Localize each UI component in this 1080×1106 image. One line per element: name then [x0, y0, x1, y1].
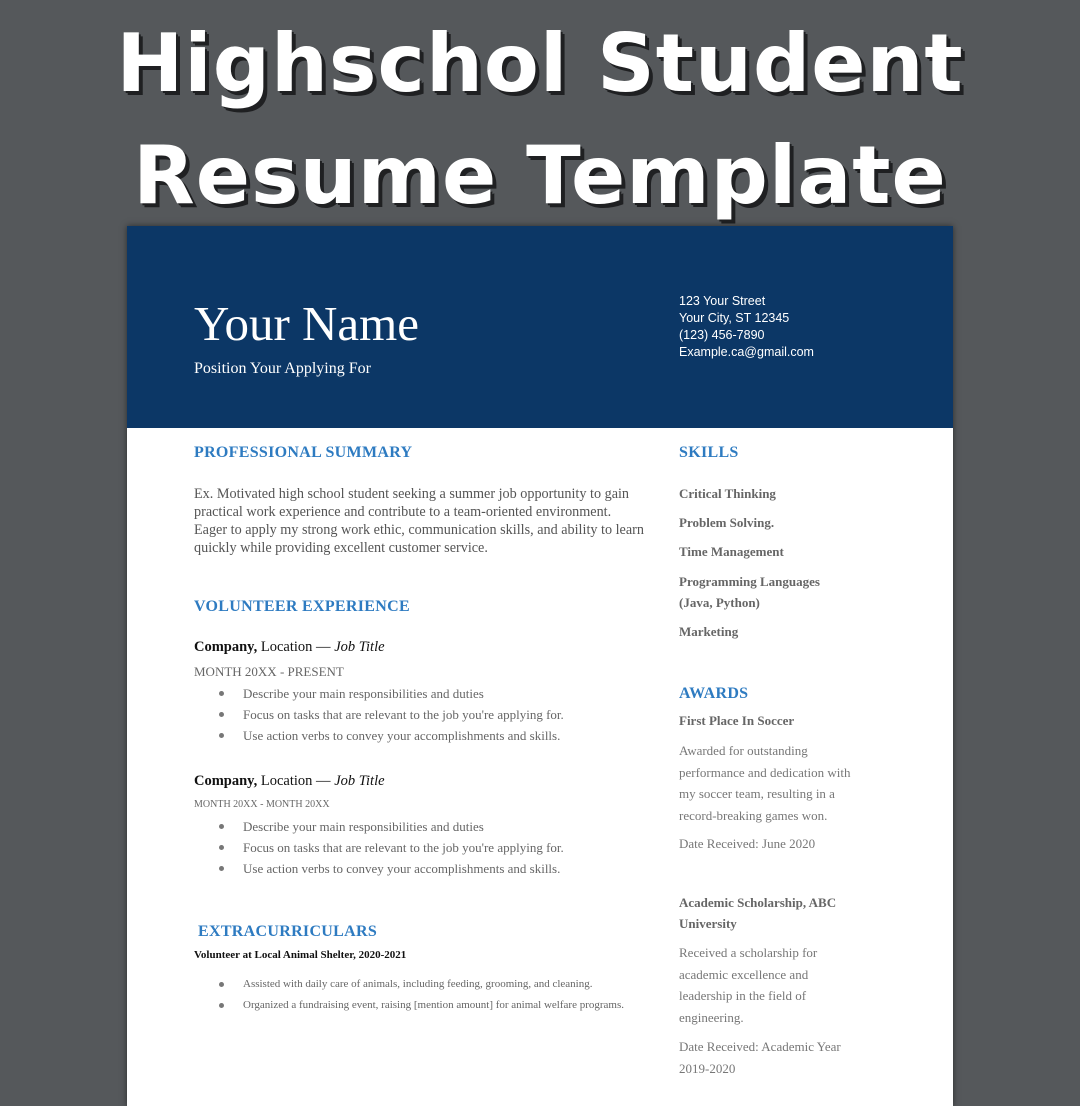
promo-title-line-2: Resume Template [133, 129, 947, 222]
skill-item: Problem Solving. [679, 515, 775, 530]
bullet-icon [219, 1003, 224, 1008]
skill-item: Time Management [679, 544, 784, 559]
list-item: Focus on tasks that are relevant to the job you're applying for. [194, 837, 564, 858]
list-item: Assisted with daily care of animals, including feeding, grooming, and cleaning. [194, 974, 644, 995]
job-2-bullets [194, 816, 564, 879]
contact-email: Example.ca@gmail.com [679, 345, 814, 359]
resume-position: Position Your Applying For [194, 360, 371, 377]
summary-text: Ex. Motivated high school student seeking a summer job opportunity to gain practical work experience and contribute to a team-oriented environment. Eager to apply my strong work ethic, communication skills, and ability to learn quickly while providing excellent customer service. [194, 486, 644, 556]
job-2-dates: MONTH 20XX - MONTH 20XX [194, 799, 330, 810]
job-1-dates: MONTH 20XX - PRESENT [194, 664, 344, 679]
bullet-icon [219, 982, 224, 987]
job-1-location: Location — [257, 639, 335, 655]
list-item: Focus on tasks that are relevant to the job you're applying for. [194, 704, 564, 725]
extracurriculars-heading: EXTRACURRICULARS [198, 923, 378, 940]
awards-heading: AWARDS [679, 685, 749, 702]
promo-title [0, 8, 1080, 232]
list-item: Describe your main responsibilities and duties [194, 683, 564, 704]
bullet-icon [219, 866, 224, 871]
award-1-date: Date Received: June 2020 [679, 836, 816, 851]
contact-block [679, 293, 814, 361]
skill-item: Marketing [679, 624, 739, 639]
resume-page [127, 226, 953, 1106]
list-item: Describe your main responsibilities and duties [194, 816, 564, 837]
skill-item: Programming Languages (Java, Python) [679, 574, 820, 610]
resume-name: Your Name [194, 296, 420, 351]
job-2-company: Company, [194, 773, 258, 789]
job-1-bullets [194, 683, 564, 746]
list-item: Use action verbs to convey your accomplishments and skills. [194, 725, 564, 746]
job-1-title: Job Title [334, 639, 385, 655]
award-2-title: Academic Scholarship, ABC University [679, 895, 837, 931]
list-item: Use action verbs to convey your accomplishments and skills. [194, 858, 564, 879]
award-2-date: Date Received: Academic Year 2019-2020 [679, 1039, 841, 1076]
skill-item: Critical Thinking [679, 486, 776, 501]
bullet-icon [219, 824, 224, 829]
extracurricular-bullets [194, 974, 644, 1016]
summary-heading: PROFESSIONAL SUMMARY [194, 444, 413, 461]
resume-header [127, 226, 953, 428]
bullet-icon [219, 733, 224, 738]
bullet-icon [219, 712, 224, 717]
job-2-header [194, 773, 385, 790]
promo-title-line-1: Highschol Student [116, 17, 964, 110]
skills-heading: SKILLS [679, 444, 739, 461]
award-1-description: Awarded for outstanding performance and dedication with my soccer team, resulting in a record-breaking games won. [679, 743, 851, 823]
job-1-company: Company, [194, 639, 258, 655]
job-1-header [194, 639, 385, 656]
job-2-title: Job Title [334, 773, 385, 789]
contact-phone: (123) 456-7890 [679, 328, 765, 342]
list-item: Organized a fundraising event, raising [mention amount] for animal welfare programs. [194, 995, 644, 1016]
bullet-icon [219, 845, 224, 850]
contact-street: 123 Your Street [679, 294, 766, 308]
bullet-icon [219, 691, 224, 696]
contact-city: Your City, ST 12345 [679, 311, 790, 325]
award-2-description: Received a scholarship for academic excellence and leadership in the field of engineering. [679, 945, 818, 1025]
job-2-location: Location — [257, 773, 335, 789]
award-1-title: First Place In Soccer [679, 713, 795, 728]
extracurricular-title: Volunteer at Local Animal Shelter, 2020-2021 [194, 949, 407, 961]
volunteer-heading: VOLUNTEER EXPERIENCE [194, 598, 410, 615]
